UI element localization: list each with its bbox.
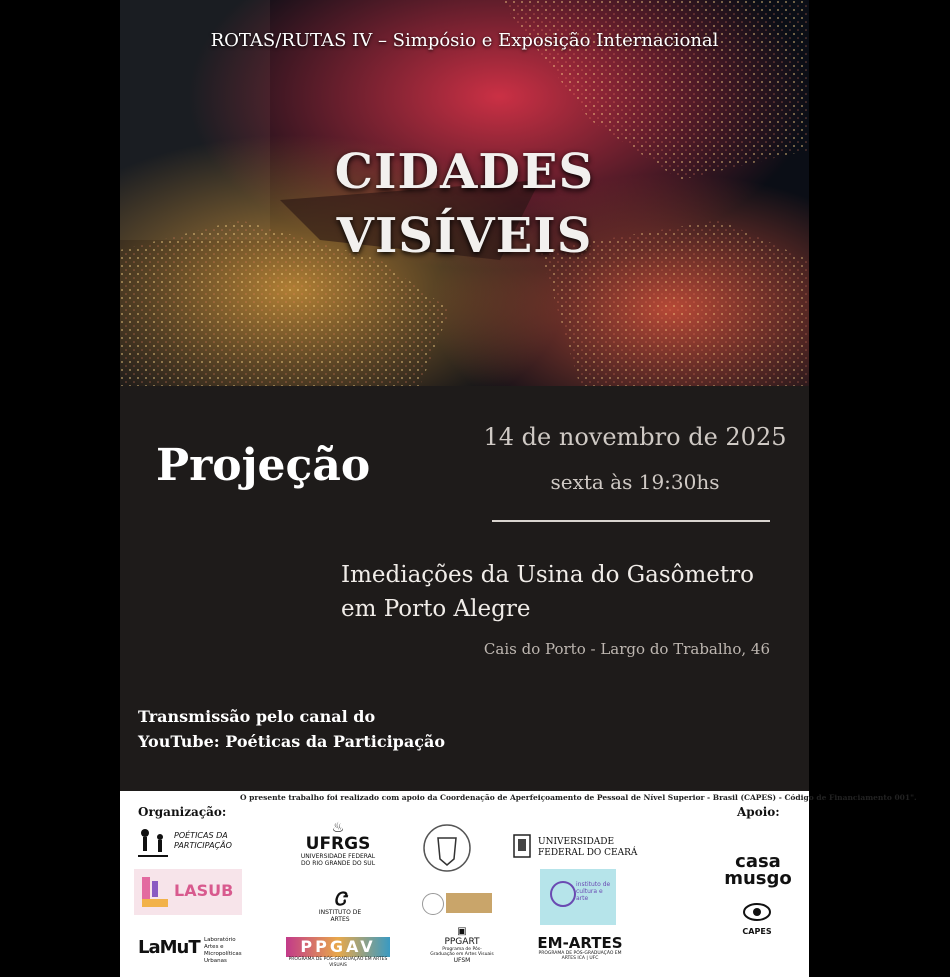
- cal-logo-1: [422, 893, 444, 915]
- ufrgs-text: UFRGS: [305, 834, 371, 854]
- hero-banner: [120, 0, 809, 386]
- ufc-crest-icon: [512, 833, 532, 859]
- lasub-mark-icon: [142, 877, 168, 907]
- ppgav-subtext: PROGRAMA DE PÓS-GRADUAÇÃO EM ARTES VISUAIS: [288, 957, 388, 968]
- capes-logo: [732, 901, 782, 941]
- venue-line-2: em Porto Alegre: [341, 596, 531, 622]
- ufrgs-subtext: UNIVERSIDADE FEDERAL DO RIO GRANDE DO SUL: [300, 853, 376, 867]
- ppgart-text: PPGART: [444, 937, 480, 947]
- event-time: sexta às 19:30hs: [550, 470, 720, 494]
- event-venue: [341, 558, 754, 626]
- broadcast-info: [138, 704, 445, 754]
- title-line-2: VISÍVEIS: [336, 208, 593, 264]
- title-line-1: CIDADES: [334, 144, 595, 200]
- lasub-text: LASUB: [174, 881, 234, 900]
- event-date: 14 de novembro de 2025: [483, 423, 787, 451]
- casa-text: casa: [735, 851, 781, 872]
- ppgart-subtext: Programa de Pós-Graduação em Artes Visuais: [430, 947, 494, 957]
- figures-icon: [138, 827, 168, 861]
- cal-logo-2: [446, 893, 492, 913]
- ppgart-logo: [430, 927, 494, 971]
- capes-text: CAPES: [742, 927, 772, 936]
- lamut-logo: [138, 935, 248, 967]
- icac-text: instituto de cultura e arte: [576, 881, 611, 902]
- organization-label: Organização:: [138, 805, 227, 819]
- musgo-text: musgo: [724, 868, 792, 889]
- ufc-logo: [512, 833, 637, 863]
- ppgav-logo: [286, 937, 390, 968]
- funding-note: O presente trabalho foi realizado com apoio da Coordenação de Aperfeiçoamento de Pessoal de Nível Superior - Brasil (CAPES) - Código de Financiamento 001".: [240, 793, 917, 802]
- lamut-subtext: Laboratório Artes e Micropolíticas Urbanas: [204, 937, 242, 964]
- lamut-text: LaMuT: [138, 937, 200, 958]
- poeticas-text: POÉTICAS DA PARTICIPAÇÃO: [174, 831, 232, 850]
- capes-eye-icon: [742, 901, 772, 923]
- ufsm-seal: [422, 823, 472, 873]
- ufrgs-flame-icon: ♨: [331, 820, 345, 836]
- ia-mark-icon: Ꮳ: [333, 889, 347, 910]
- instituto-de-artes-logo: [310, 891, 370, 925]
- lasub-logo: [134, 869, 242, 915]
- ia-text: INSTITUTO DE ARTES: [318, 909, 362, 923]
- event-address: Cais do Porto - Largo do Trabalho, 46: [483, 640, 770, 658]
- event-type-heading: Projeção: [156, 440, 371, 491]
- divider: [492, 520, 770, 522]
- ppgart-university: UFSM: [453, 957, 471, 964]
- icac-logo: [540, 869, 616, 925]
- ppgav-text: PPGAV: [286, 937, 390, 957]
- seal-icon: [422, 823, 472, 873]
- emartes-text: EM-ARTES: [537, 934, 623, 952]
- broadcast-line-1: Transmissão pelo canal do: [138, 707, 376, 726]
- poster-title: [120, 140, 809, 268]
- ppgart-mark-icon: ▣: [457, 926, 467, 937]
- broadcast-line-2: YouTube: Poéticas da Participação: [138, 732, 446, 751]
- casa-musgo-logo: [716, 853, 800, 893]
- ufrgs-logo: [300, 821, 376, 873]
- poeticas-logo: [138, 825, 243, 865]
- icac-circle-icon: [550, 881, 576, 907]
- ufc-text: UNIVERSIDADE FEDERAL DO CEARÁ: [538, 837, 638, 858]
- symposium-subtitle: ROTAS/RUTAS IV – Simpósio e Exposição Internacional: [210, 30, 719, 51]
- cal-logos: [422, 891, 492, 915]
- support-label: Apoio:: [737, 805, 780, 819]
- sponsors-footer: [120, 791, 917, 977]
- venue-line-1: Imediações da Usina do Gasômetro: [341, 562, 755, 588]
- event-poster: [120, 0, 917, 977]
- em-artes-logo: [532, 935, 628, 965]
- emartes-subtext: PROGRAMA DE PÓS-GRADUAÇÃO EM ARTES ICA | UFC: [538, 951, 622, 961]
